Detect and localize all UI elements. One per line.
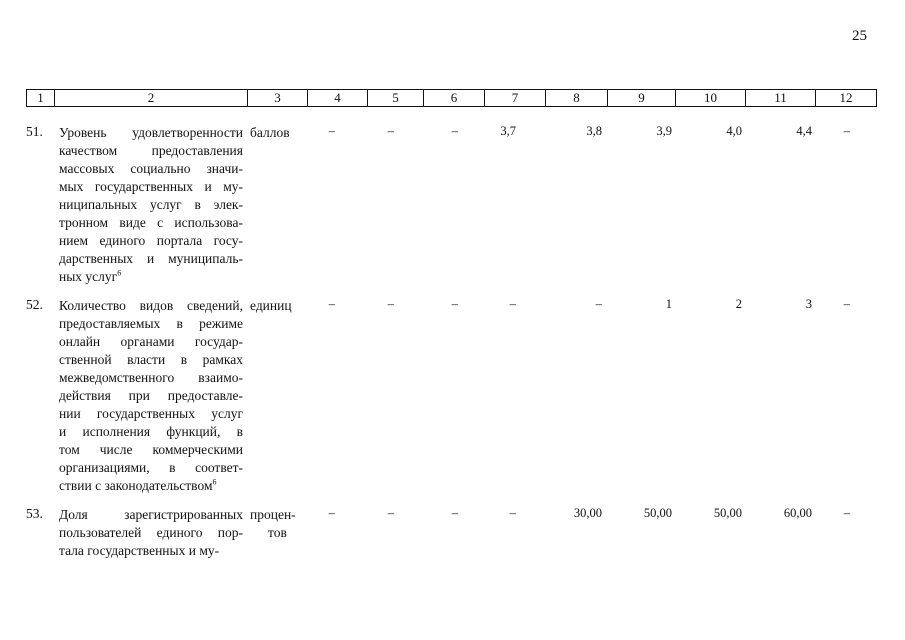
page-number: 25 bbox=[852, 28, 867, 44]
value-col-11: 3 bbox=[805, 297, 812, 311]
value-col-10: 50,00 bbox=[713, 506, 742, 520]
indicator-name-line: нием единого портала госу- bbox=[59, 233, 243, 248]
indicator-name-line: массовых социально значи- bbox=[59, 161, 243, 176]
header-col-2: 2 bbox=[54, 90, 247, 106]
value-col-4: – bbox=[328, 297, 335, 311]
indicator-name bbox=[59, 297, 243, 495]
value-col-9: 3,9 bbox=[656, 124, 672, 138]
value-col-12: – bbox=[843, 124, 850, 138]
indicator-name bbox=[59, 124, 243, 286]
value-col-4: – bbox=[328, 124, 335, 138]
indicator-name-line: предоставляемых в режиме bbox=[59, 316, 243, 331]
header-col-5: 5 bbox=[367, 90, 423, 106]
value-col-11: 4,4 bbox=[796, 124, 812, 138]
indicator-name-line: дарственных и муниципаль- bbox=[59, 251, 243, 266]
indicator-name-line: том числе коммерческими bbox=[59, 442, 243, 457]
indicator-name-line: Уровень удовлетворенности bbox=[59, 125, 243, 140]
value-col-10: 4,0 bbox=[726, 124, 742, 138]
indicator-name-line: онлайн органами государ- bbox=[59, 334, 243, 349]
value-col-8: – bbox=[595, 297, 602, 311]
value-col-12: – bbox=[843, 506, 850, 520]
header-col-7: 7 bbox=[484, 90, 545, 106]
indicator-name-line: пользователей единого пор- bbox=[59, 525, 243, 540]
indicator-name-line: организациями, в соответ- bbox=[59, 460, 243, 475]
indicator-name-line: межведомственного взаимо- bbox=[59, 370, 243, 385]
header-col-1: 1 bbox=[37, 90, 44, 105]
indicator-name-line: ниципальных услуг в элек- bbox=[59, 197, 243, 212]
indicator-name-line: ственной власти в рамках bbox=[59, 352, 243, 367]
row-number: 51. bbox=[26, 124, 43, 139]
indicator-name-line: нии государственных услуг bbox=[59, 406, 243, 421]
row-number: 53. bbox=[26, 506, 43, 521]
value-col-6: – bbox=[451, 124, 458, 138]
value-col-6: – bbox=[451, 506, 458, 520]
value-col-5: – bbox=[387, 506, 394, 520]
value-col-9: 1 bbox=[665, 297, 672, 311]
unit-of-measure: баллов bbox=[250, 125, 290, 140]
unit-of-measure: процен- тов bbox=[250, 507, 296, 540]
value-col-11: 60,00 bbox=[783, 506, 812, 520]
indicator-name-line: тала государственных и му- bbox=[59, 543, 220, 558]
table-header-row bbox=[26, 89, 877, 107]
value-col-7: – bbox=[509, 506, 516, 520]
header-col-6: 6 bbox=[423, 90, 484, 106]
value-col-4: – bbox=[328, 506, 335, 520]
header-col-3: 3 bbox=[247, 90, 307, 106]
value-col-9: 50,00 bbox=[643, 506, 672, 520]
indicator-name-line: тронном виде с использова- bbox=[59, 215, 243, 230]
unit-of-measure: единиц bbox=[250, 298, 292, 313]
value-col-7: – bbox=[509, 297, 516, 311]
indicator-name-line: Доля зарегистрированных bbox=[59, 507, 243, 522]
indicator-name-line: действия при предоставле- bbox=[59, 388, 243, 403]
value-col-5: – bbox=[387, 124, 394, 138]
header-col-11: 11 bbox=[745, 90, 815, 106]
indicator-name-line: мых государственных и му- bbox=[59, 179, 243, 194]
header-col-8: 8 bbox=[545, 90, 607, 106]
row-number: 52. bbox=[26, 297, 43, 312]
value-col-5: – bbox=[387, 297, 394, 311]
indicator-name-line: Количество видов сведений, bbox=[59, 298, 243, 313]
indicator-name-line: ствии с законодательством$^6$ bbox=[59, 477, 217, 493]
header-col-12: 12 bbox=[815, 90, 876, 106]
value-col-12: – bbox=[843, 297, 850, 311]
value-col-7: 3,7 bbox=[500, 124, 516, 138]
value-col-8: 30,00 bbox=[573, 506, 602, 520]
indicator-name-line: и исполнения функций, в bbox=[59, 424, 243, 439]
footnote-marker: 6 bbox=[212, 477, 217, 487]
indicator-name-line: ных услуг$^6$ bbox=[59, 268, 122, 284]
value-col-8: 3,8 bbox=[586, 124, 602, 138]
value-col-6: – bbox=[451, 297, 458, 311]
footnote-marker: 6 bbox=[117, 268, 122, 278]
indicator-name-line: качеством предоставления bbox=[59, 143, 243, 158]
header-col-9: 9 bbox=[607, 90, 675, 106]
value-col-10: 2 bbox=[735, 297, 742, 311]
header-col-4: 4 bbox=[307, 90, 367, 106]
header-col-10: 10 bbox=[675, 90, 745, 106]
indicator-name bbox=[59, 506, 243, 560]
